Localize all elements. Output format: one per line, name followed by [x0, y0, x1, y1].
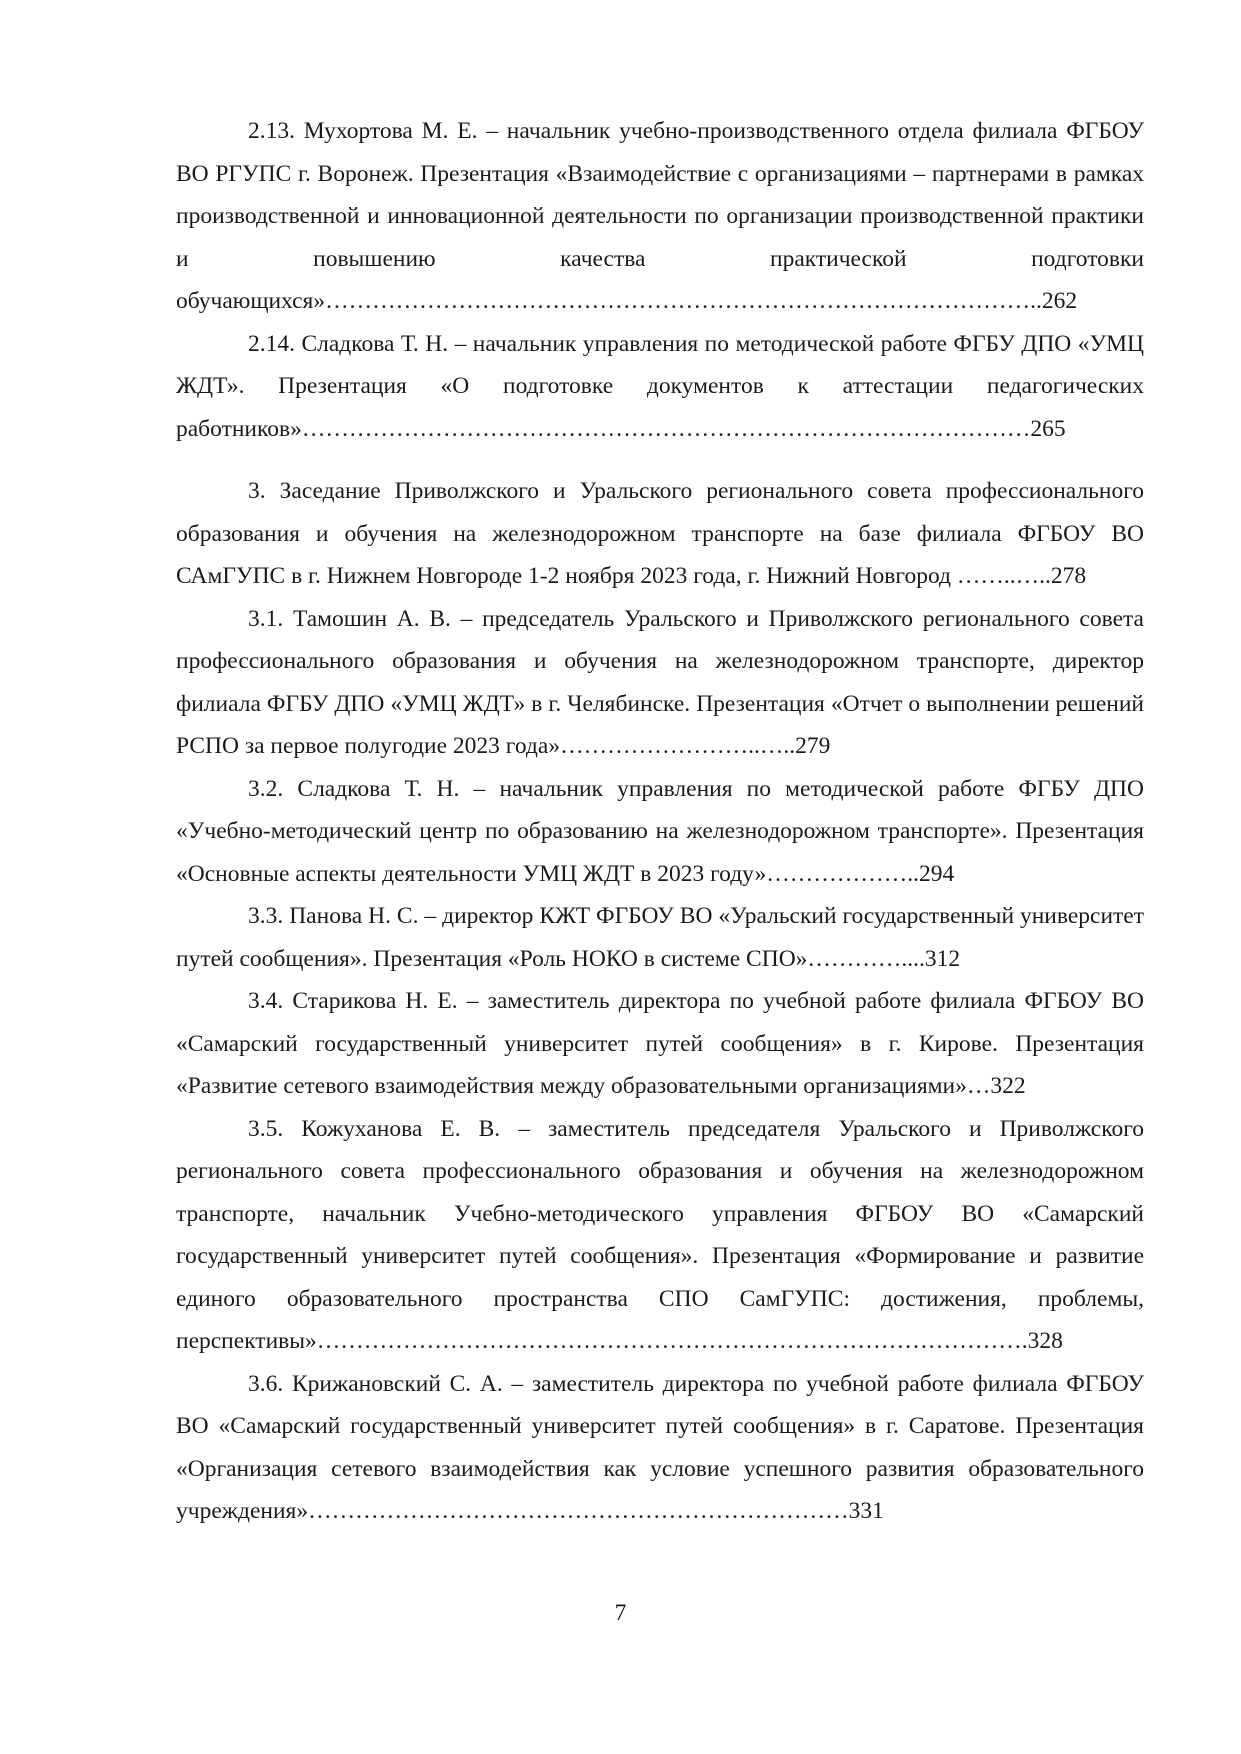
- table-of-contents: [176, 110, 1144, 1533]
- toc-section-3: 3. Заседание Приволжского и Уральского регионального совета профессионального образования и обучения на железнодорожном транспорте на базе филиала ФГБОУ ВО САмГУПС в г. Нижнем Новгороде 1-2 ноября 2023 года, г. Нижний Новгород ……..…..278: [176, 478, 1144, 589]
- toc-entry-2-13: 2.13. Мухортова М. Е. – начальник учебно-производственного отдела филиала ФГБОУ ВО РГУПС г. Воронеж. Презентация «Взаимодействие с организациями – партнерами в рамках производственной и инновационной деятельности по организации производственной практики и повышению качества практической подготовки обучающихся»………………………………………………………………………………..262: [176, 118, 1144, 314]
- toc-entry-3-3: 3.3. Панова Н. С. – директор КЖТ ФГБОУ ВО «Уральский государственный университет путей сообщения». Презентация «Роль НОКО в системе СПО»…………....312: [176, 903, 1144, 972]
- toc-entry-3-1: 3.1. Тамошин А. В. – председатель Уральского и Приволжского регионального совета профессионального образования и обучения на железнодорожном транспорте, директор филиала ФГБУ ДПО «УМЦ ЖДТ» в г. Челябинске. Презентация «Отчет о выполнении решений РСПО за первое полугодие 2023 года»……………………..…..279: [176, 605, 1144, 759]
- toc-entry-3-5: 3.5. Кожуханова Е. В. – заместитель председателя Уральского и Приволжского регионального совета профессионального образования и обучения на железнодорожном транспорте, начальник Учебно-методического управления ФГБОУ ВО «Самарский государственный университет путей сообщения». Презентация «Формирование и развитие единого образовательного пространства СПО СамГУПС: достижения, проблемы, перспективы»……………………………………………………………………………….328: [176, 1115, 1144, 1354]
- page-number: 7: [614, 1600, 627, 1626]
- toc-entry-3-6: 3.6. Крижановский С. А. – заместитель директора по учебной работе филиала ФГБОУ ВО «Самарский государственный университет путей сообщения» в г. Саратове. Презентация «Организация сетевого взаимодействия как условие успешного развития образовательного учреждения»……………………………………………………………331: [176, 1370, 1144, 1524]
- toc-entry-3-2: 3.2. Сладкова Т. Н. – начальник управления по методической работе ФГБУ ДПО «Учебно-методический центр по образованию на железнодорожном транспорте». Презентация «Основные аспекты деятельности УМЦ ЖДТ в 2023 году»………………..294: [176, 775, 1144, 887]
- toc-entry-2-14: 2.14. Сладкова Т. Н. – начальник управления по методической работе ФГБУ ДПО «УМЦ ЖДТ». Презентация «О подготовке документов к аттестации педагогических работников»…………………………………………………………………………………265: [176, 330, 1144, 442]
- toc-entry-3-4: 3.4. Старикова Н. Е. – заместитель директора по учебной работе филиала ФГБОУ ВО «Самарский государственный университет путей сообщения» в г. Кирове. Презентация «Развитие сетевого взаимодействия между образовательными организациями»…322: [176, 988, 1144, 1099]
